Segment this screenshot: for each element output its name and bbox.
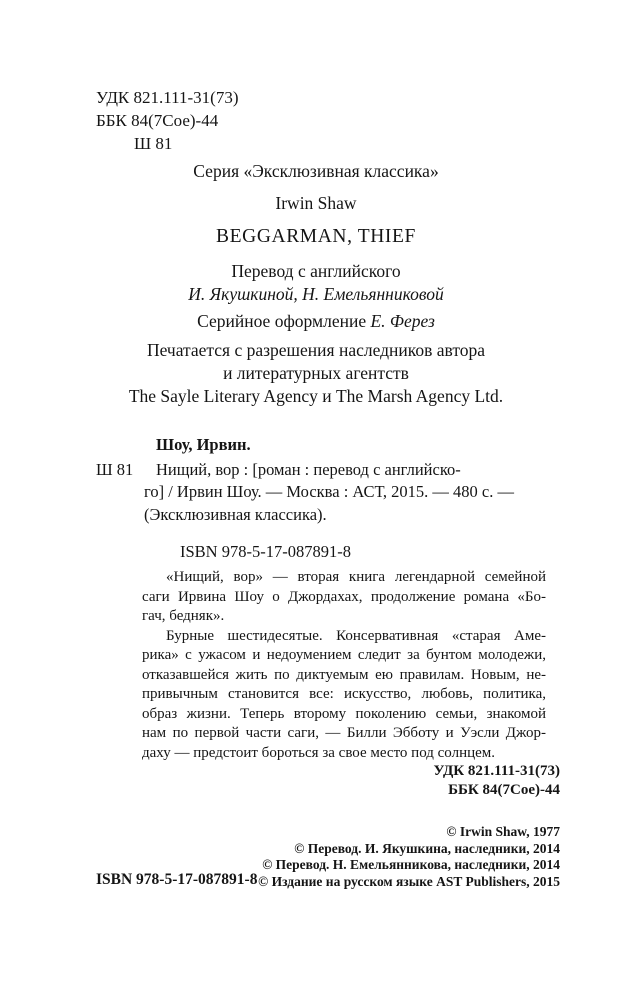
catalog-entry-line: го] / Ирвин Шоу. — Москва : АСТ, 2015. — 480 с. —	[144, 482, 515, 501]
annotation-line: привычным становится все: искусство, любовь, политика,	[142, 686, 546, 702]
series-title: Серия «Эксклюзивная классика»	[193, 161, 439, 181]
book-title-latin: BEGGARMAN, THIEF	[216, 226, 416, 247]
annotation-line: образ жизни. Теперь второму поколению семьи, знакомой	[142, 705, 546, 722]
catalog-author: Шоу, Ирвин.	[156, 435, 251, 454]
catalog-isbn: ISBN 978-5-17-087891-8	[180, 542, 351, 561]
annotation-line: нам по первой части саги, — Билли Эбботу и Уэсли Джор-	[142, 725, 546, 741]
author-name-latin: Irwin Shaw	[275, 193, 357, 213]
annotation-block	[142, 568, 546, 763]
footer-bbk-code: ББК 84(7Сое)-44	[448, 782, 560, 798]
copyright-line: © Irwin Shaw, 1977	[446, 824, 560, 839]
copyright-block	[258, 824, 560, 890]
annotation-line: рика» с ужасом и недоумением следит за бунтом молодежи,	[142, 647, 546, 663]
annotation-paragraph-1	[142, 568, 546, 627]
agency-line: The Sayle Literary Agency и The Marsh Agency Ltd.	[128, 386, 504, 406]
permission-line: и литературных агентств	[223, 363, 409, 383]
catalog-entry	[96, 459, 566, 527]
bottom-isbn: ISBN 978-5-17-087891-8	[96, 871, 258, 888]
design-label: Серийное оформление	[197, 311, 371, 331]
translators-names: И. Якушкиной, Н. Емельянниковой	[188, 284, 444, 304]
catalog-card	[96, 434, 566, 564]
series-design-line	[0, 310, 632, 333]
permission-line: Печатается с разрешения наследников автора	[146, 340, 486, 360]
footer-classification-codes	[433, 762, 560, 800]
annotation-line: саги Ирвина Шоу о Джордахах, продолжение романа «Бо-	[142, 588, 546, 605]
title-header-block	[0, 160, 632, 408]
annotation-line: даху — предстоит бороться за свое место под солнцем.	[142, 744, 496, 761]
catalog-entry-text	[144, 459, 566, 527]
translation-label: Перевод с английского	[231, 261, 401, 281]
top-classification-codes	[96, 86, 238, 155]
udk-code: УДК 821.111-31(73)	[96, 88, 239, 107]
copyright-line: © Перевод. И. Якушкина, наследники, 2014	[294, 840, 560, 856]
copyright-line: © Издание на русском языке AST Publishers, 2015	[258, 873, 560, 889]
catalog-author-sign: Ш 81	[96, 459, 134, 479]
bbk-code: ББК 84(7Сое)-44	[96, 111, 219, 130]
footer-udk-code: УДК 821.111-31(73)	[433, 763, 560, 779]
annotation-line: отказавшейся жить по диктуемым ею правилам. Новым, не-	[142, 666, 546, 683]
catalog-entry-line: Нищий, вор : [роман : перевод с английско-	[156, 459, 461, 479]
annotation-paragraph-2	[142, 627, 546, 764]
annotation-line: Бурные шестидесятые. Консервативная «старая Аме-	[166, 627, 546, 644]
author-sign-code: Ш 81	[134, 134, 173, 153]
annotation-line: гач, бедняк».	[142, 608, 225, 624]
designer-name: Е. Ферез	[370, 311, 435, 331]
copyright-line: © Перевод. Н. Емельянникова, наследники, 2014	[262, 857, 560, 872]
catalog-entry-line: (Эксклюзивная классика).	[144, 504, 327, 524]
annotation-line: «Нищий, вор» — вторая книга легендарной семейной	[166, 569, 546, 585]
